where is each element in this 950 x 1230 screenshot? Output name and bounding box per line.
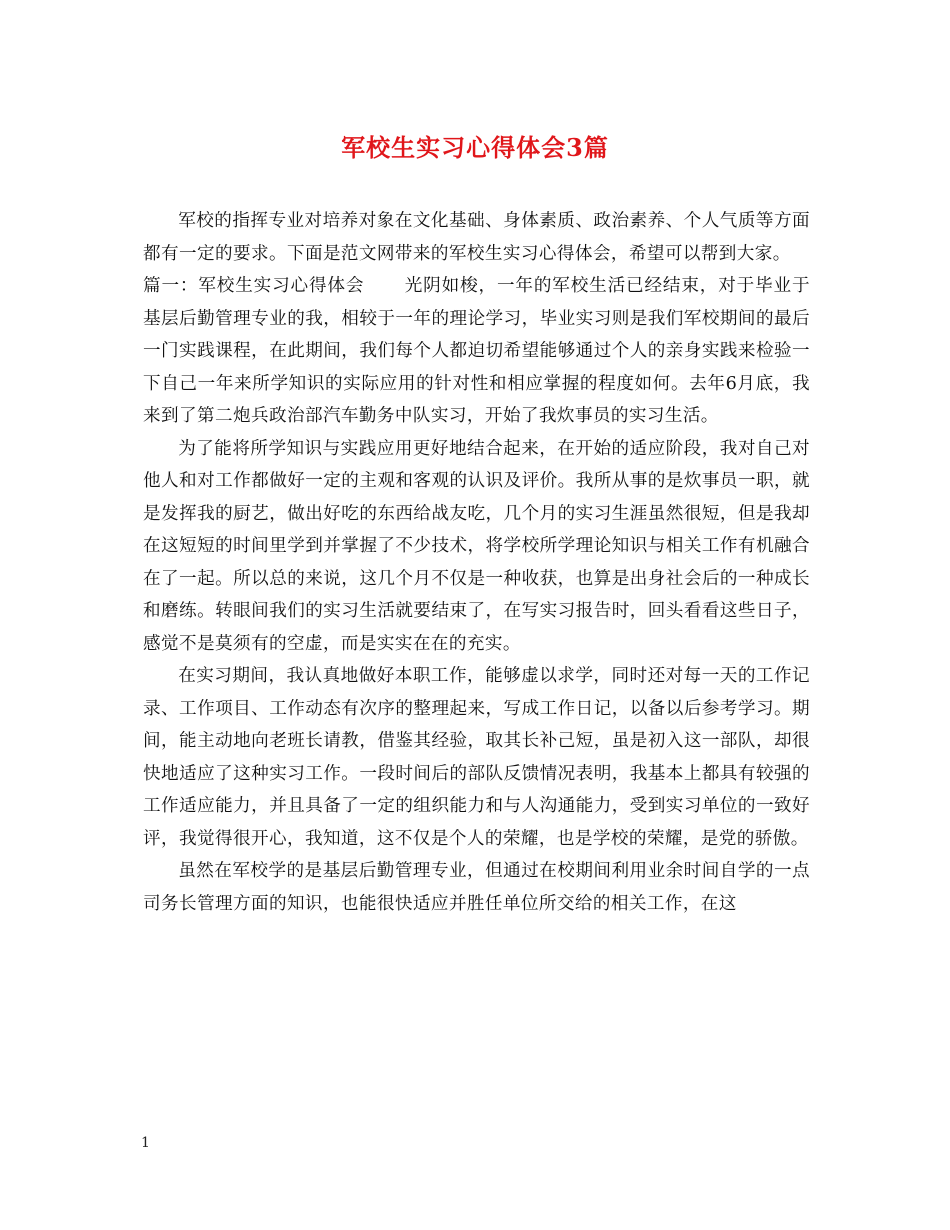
section-1-paragraph [143,270,810,433]
body-paragraph-4: 虽然在军校学的是基层后勤管理专业，但通过在校期间利用业余时间自学的一点司务长管理方面的知识，也能很快适应并胜任单位所交给的相关工作，在这 [143,861,810,914]
document-title: 军校生实习心得体会3篇 [341,133,609,162]
body-paragraph-2: 为了能将所学知识与实践应用更好地结合起来，在开始的适应阶段，我对自己对他人和对工作都做好一定的主观和客观的认识及评价。我所从事的是炊事员一职，就是发挥我的厨艺，做出好吃的东西给战友吃，几个月的实习生涯虽然很短，但是我却在这短短的时间里学到并掌握了不少技术，将学校所学理论知识与相关工作有机融合在了一起。所以总的来说，这几个月不仅是一种收获，也算是出身社会后的一种成长和磨练。转眼间我们的实习生活就要结束了，在写实习报告时，回头看看这些日子，感觉不是莫须有的空虚，而是实实在在的充实。 [143,438,810,654]
intro-paragraph: 军校的指挥专业对培养对象在文化基础、身体素质、政治素养、个人气质等方面都有一定的要求。下面是范文网带来的军校生实习心得体会，希望可以帮到大家。 [143,211,810,264]
section-1-heading: 篇一：军校生实习心得体会 [143,276,365,296]
document-body [143,205,810,920]
section-1-first-paragraph-text: 光阴如梭，一年的军校生活已经结束，对于毕业于基层后勤管理专业的我，相较于一年的理论学习，毕业实习则是我们军校期间的最后一门实践课程，在此期间，我们每个人都迫切希望能够通过个人的亲身实践来检验一下自己一年来所学知识的实际应用的针对性和相应掌握的程度如何。去年6月底，我来到了第二炮兵政治部汽车勤务中队实习，开始了我炊事员的实习生活。 [143,276,810,426]
page-number: 1 [141,1135,150,1151]
body-paragraph-3: 在实习期间，我认真地做好本职工作，能够虚以求学，同时还对每一天的工作记录、工作项目、工作动态有次序的整理起来，写成工作日记，以备以后参考学习。期间，能主动地向老班长请教，借鉴其经验，取其长补己短，虽是初入这一部队，却很快地适应了这种实习工作。一段时间后的部队反馈情况表明，我基本上都具有较强的工作适应能力，并且具备了一定的组织能力和与人沟通能力，受到实习单位的一致好评，我觉得很开心，我知道，这不仅是个人的荣耀，也是学校的荣耀，是党的骄傲。 [143,666,810,849]
